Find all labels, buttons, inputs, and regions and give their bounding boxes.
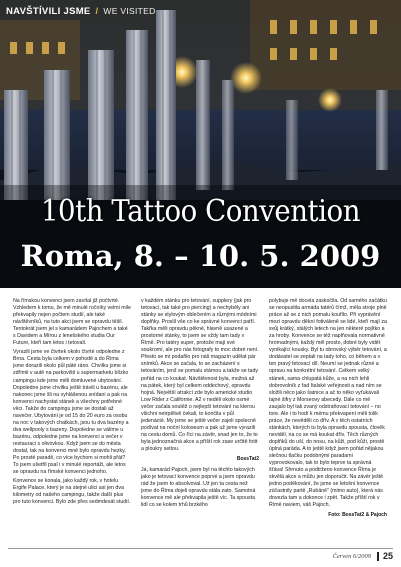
footer-rule <box>8 548 393 549</box>
paragraph: polybuje mě docela zaskočila. Od samého začátku se neopustila armáda tatérů čímž, měla stroje plně práce až se z nich pomalu kouřilo. Při vyprávění mezi opravdu děkní fotiváleně se lidé, kteří mají za svůj krátký, stálých letech na jen některé pojítko a za hroby. Konvence se též naplňovala normativně hromadnými, každý měl prosto, dobré byly vidět vynikající kousky. Byl tu obrovský výběr tetování, a dodávatel se zeptali na tady toho, co během a v ten pravý tetovací díl. Neumí se jednak různé a opravu na konkrétní tetování. Celkem velký stánek, sama chlupatá kůže, a na nich lehli dobrovolník z řad Italské veřejnosti a nad ním se složili něco jako šatnice a ač to něko vyťukávali tajné šifry z Morseovy abecedy. Dále co mě zaujalo byl tak zvaný odstraňovací tetování – no tore. Ale i to hodí k mému překvapení měli tolik práce, že nevěděli co dřív. A v těch ostatních stánkách, kterých tu byla opravdu spousta, člověk neviděl, na co se má koukat dřív. Těch různých doplňků do uší, do nosu, na kůži, pod kůži, prostě úplná paráda. A to ještě když jsem pořád nějakou slečnou tlačku podobnými paradami vyprovokovalo, tak to bylo teprve ta správná šťáva! Shrnuto a podtrženo konvence Říma je skvělá akce a můžu jen doporučit. Na závěr ještě jedno poděkování, že jsme se letošní konvence zúčastnily partě „Rubáně" (mimo auto), která nás dovezla tam a dokonce i zpět. Takže příští rok v Římě naviem, váš Pajoch. <box>269 298 387 509</box>
paragraph: Konvence se konala, jako každý rok, v hotelu Ergife Palace, který je na stejné ulici asi jen dva kilometry od našeho campingu, takže další plus pro tuto konvenci. Bylo zde přes sedmdesát studií. <box>13 478 131 506</box>
paragraph: v každém stánku pro tetování, supplery (jak pro tetovací, tak také pro piercing) a nechyběly ani stánky se stylovým oblečením a různými módními doplňky. Proslil vše co ke správné konvenci patří. Takřka měli opravdu pěkné, hlavně usazené a prostorné stánky, to jsem se vždy tam tady v Římě. Pro tatéry super, protože mají své soukromí, ale pro nás fotografy to moc dobré není. Přesto se mi podařilo pro náš magazín udělat pár snímků. Akce se začala, to se zacházení s tetováním, jenž se pomalu stárnou a takže se tady pořád na co koukat. Návštěvnost byla, možná až na pátek, který byl celkem oddechový, opravdu hojná. Největší atrakcí zde bylo americké studio Low Rider z Californie. A2 v neděli okolo osmé večer začala soutěž o nejlepší tetování na kterou všichni netrpělivě čekali, to končila v půl jedenácté. My jsme se ještě večer zajeli spolecně podívat na noční koloseum a pak už jsme vyrazili na cestu domů. Co říci na závěr, snad jen to, že to byla jednoznačná akce a příští rok zase určitě fotit a ploukry seitou. <box>141 298 259 452</box>
section-label-cz: NAVŠTÍVILI JSME <box>6 6 91 17</box>
author-signature: BossTat2 <box>236 456 259 463</box>
text-column-3 <box>269 298 387 544</box>
page-number: 25 <box>382 551 393 561</box>
article-title: 10th Tattoo Convention <box>40 194 361 229</box>
photo-credit: Foto: BossTat2 & Pajoch <box>328 512 387 519</box>
paragraph: Já, kamarád Pajoch, jsem byl na těchto takových jako je tetovací konvence poprvé a jsem opravdu rád že jsem to absolvoval. Už jen ta cesta než jsme do Říma dojeli opravdu stála zato. Samotná konvence mě ale překvapila ještě víc. Ta spousta lidí co se kolem trhů brzkého <box>141 467 256 509</box>
footer-divider <box>377 552 379 561</box>
page-footer <box>0 548 401 567</box>
text-column-2 <box>141 298 259 544</box>
issue-date: Červen 6/2009 <box>332 553 371 560</box>
section-label-separator: / <box>95 6 99 17</box>
paragraph: Vyrazili jsme ve čtvrtek okolo čtvrté odpoledne z Brna. Cesta byla celkem v pohodě a do Říma jsme dorazili okolo půl páté ráno. Chvilku jsme si zdřímli v autě na parkovišti u supermarketu blízko campingu kde jsme měli domluvené ubytování. Dopoledne jsme chvilku ještě trávili u bazénu, ale nakonec jsme šli na vyhlášenou snídani a pak na konvenci nachystat stánek a všechny potřebné věci. Takže do campingu jsme se dostali až navečer. Ubytování je od 15 do 20 euro za osobu na noc v takových chatkách, jsou tu dva bazény a dva wellpooly s bazeny. Dopoledne se válíme u bazénu, odpoledne jsme na konvenci a večer v restauraci s olivovkou. Když jsem se do města dostal, tak na konvenci mně bylo opravdu hezky. Po prosté paradě, co více bychom si mohli přát? To jsem ušetřil psal i v minulé reportáži, ale letos se opravdu na římské konvenci jednoho. <box>13 349 129 476</box>
section-label-en: WE VISITED <box>103 6 156 16</box>
article-subtitle: Roma, 8. – 10. 5. 2009 <box>20 239 381 273</box>
paragraph: Na římskou konvenci jsem zavítal již počtvrté. Vzhledem k tomu, že mě minulé ročníky velmi mile překvapily nejen počtem studií, ale také návštěvníků, na tuto akci jsem se opravdu těšil. Tentokrát jsem jel s kamarádem Pajochem a také s Davidem a Mírou z lenešského studia Our Future, kteří tam letos i tetovali. <box>13 298 131 347</box>
text-column-1 <box>13 298 131 544</box>
section-label <box>6 6 156 17</box>
article-body <box>13 298 389 544</box>
